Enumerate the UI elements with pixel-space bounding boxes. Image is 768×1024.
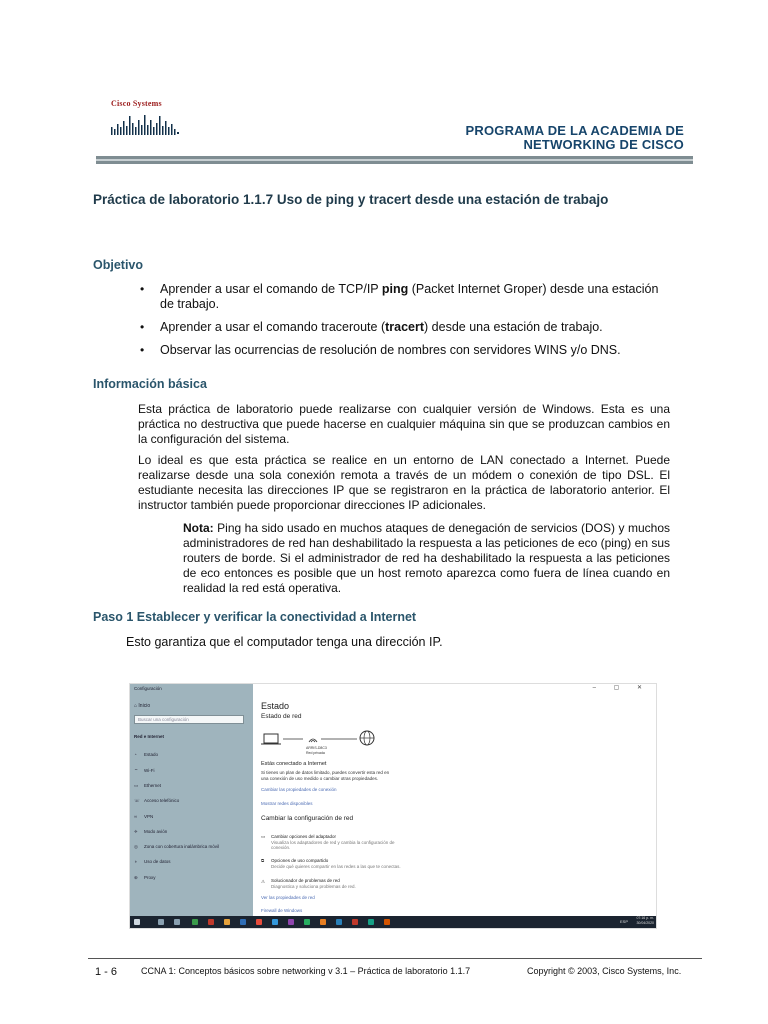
globe-icon: ⊕ xyxy=(134,875,138,880)
sidebar-item-proxy: ⊕ Proxy xyxy=(134,875,156,880)
header-title-line1: PROGRAMA DE LA ACADEMIA DE xyxy=(465,123,684,138)
wifi-icon: ⌔ xyxy=(134,768,139,773)
status-page-title: Estado xyxy=(261,701,290,711)
troubleshooter-title: Solucionador de problemas de red xyxy=(271,878,340,883)
network-status-subtitle: Estado de red xyxy=(261,713,302,720)
objetivo-heading: Objetivo xyxy=(93,258,144,272)
airplane-icon: ✈ xyxy=(134,829,138,834)
step1-text: Esto garantiza que el computador tenga una dirección IP. xyxy=(126,635,443,649)
info-heading: Información básica xyxy=(93,377,207,391)
sidebar-item-wifi: ⌔ Wi-Fi xyxy=(134,768,155,773)
firewall-link: Firewall de Windows xyxy=(261,908,303,913)
sharing-option-desc: Decide qué quieres compartir en las redes a las que te conectas. xyxy=(271,864,401,869)
academy-header-title xyxy=(466,124,685,152)
connected-desc-1: Si tienes un plan de datos limitado, puedes convertir esta red en xyxy=(261,770,390,775)
change-settings-heading: Cambiar la configuración de red xyxy=(261,815,354,822)
adapter-option-desc-1: Visualiza los adaptadores de red y cambia la configuración de xyxy=(271,840,395,845)
adapter-option-desc-2: conexión. xyxy=(271,845,291,850)
taskbar-clock: 07:16 p. m. 30/04/2020 xyxy=(636,916,654,925)
sidebar-item-home: ⌂ Inicio xyxy=(134,703,151,709)
sidebar-item-ethernet: ▭ Ethernet xyxy=(134,783,162,788)
window-controls: ‒ ▢ ✕ xyxy=(592,685,650,691)
footer-page-number: 1 - 6 xyxy=(95,966,118,978)
show-networks-link: Mostrar redes disponibles xyxy=(261,801,313,806)
sharing-icon: ⧉ xyxy=(261,858,265,863)
warning-icon: ⚠ xyxy=(261,879,266,884)
list-item: • Observar las ocurrencias de resolución de nombres con servidores WINS y/o DNS. xyxy=(140,343,660,358)
network-name: ARRIS-D8C3 xyxy=(306,746,327,750)
step1-heading: Paso 1 Establecer y verificar la conectividad a Internet xyxy=(93,610,417,624)
taskbar-language: ESP xyxy=(619,919,628,924)
troubleshooter-desc: Diagnostica y soluciona problemas de red. xyxy=(271,884,356,889)
status-icon: ◔ xyxy=(134,752,137,757)
connected-desc-2: una conexión de uso medido o cambiar otras propiedades. xyxy=(261,776,379,781)
adapter-option-title: Cambiar opciones del adaptador xyxy=(271,834,337,839)
sharing-option-title: Opciones de uso compartido xyxy=(271,858,329,863)
cisco-logo-bars xyxy=(110,113,180,137)
footer-rule xyxy=(88,958,702,959)
note-text: Ping ha sido usado en muchos ataques de denegación de servicios (DOS) y muchos administradores de red han deshabilitado la respuesta a las peticiones de eco (ping) en sus routers de borde. Si el administrador de red ha deshabilitado la respuesta a las peticiones de eco entonces es posible que un host remoto aparezca como fuera de línea cuando en realidad la red está operativa. xyxy=(183,521,670,595)
cisco-logo-text: Cisco Systems xyxy=(111,99,162,108)
settings-sidebar xyxy=(130,684,253,928)
footer-course-title: CCNA 1: Conceptos básicos sobre networking v 3.1 – Práctica de laboratorio 1.1.7 xyxy=(141,966,471,976)
objetivo-list xyxy=(140,282,660,366)
network-type: Red privada xyxy=(306,751,325,755)
sidebar-item-estado: ◔ Estado xyxy=(134,752,159,757)
vpn-icon: ∞ xyxy=(134,814,138,819)
phone-icon: ☏ xyxy=(134,798,140,803)
note-label: Nota: xyxy=(183,521,214,535)
sidebar-item-hotspot: ◎ Zona con cobertura inalámbrica móvil xyxy=(134,844,220,849)
list-item: • Aprender a usar el comando de TCP/IP ping (Packet Internet Groper) desde una estación de trabajo. xyxy=(140,282,660,312)
sidebar-item-airplane: ✈ Modo avión xyxy=(134,829,168,834)
sidebar-group-label: Red e Internet xyxy=(134,734,165,739)
hotspot-icon: ◎ xyxy=(134,844,138,849)
network-status-screenshot xyxy=(129,683,657,929)
home-icon: ⌂ xyxy=(134,703,139,709)
search-input: Buscar una configuración xyxy=(134,715,244,724)
adapter-icon: ▭ xyxy=(261,834,266,839)
note-paragraph xyxy=(183,521,670,596)
document-title: Práctica de laboratorio 1.1.7 Uso de ping y tracert desde una estación de trabajo xyxy=(93,192,609,207)
info-paragraph-2: Lo ideal es que esta práctica se realice en un entorno de LAN conectado a Internet. Puede realizarse desde una sola conexión remota a través de un módem o conexión de tipo DSL. El estudiante necesita las direcciones IP que se registraron en la práctica de laboratorio anterior. El instructor también puede proporcionar direcciones IP adicionales. xyxy=(138,453,670,512)
network-properties-link: Ver las propiedades de red xyxy=(261,895,315,900)
windows-taskbar xyxy=(130,916,656,928)
settings-app-title: Configuración xyxy=(134,686,162,691)
sidebar-item-dialup: ☏ Acceso telefónico xyxy=(134,798,180,803)
connected-status: Estás conectado a Internet xyxy=(261,761,327,767)
ethernet-icon: ▭ xyxy=(134,783,139,788)
sidebar-item-data-usage: ◑ Uso de datos xyxy=(134,859,171,864)
settings-main-panel xyxy=(261,684,651,914)
list-item: • Aprender a usar el comando traceroute (tracert) desde una estación de trabajo. xyxy=(140,320,660,335)
change-connection-link: Cambiar las propiedades de conexión xyxy=(261,787,337,792)
data-usage-icon: ◑ xyxy=(134,859,137,864)
header-title-line2: NETWORKING DE CISCO xyxy=(523,137,684,152)
sidebar-item-vpn: ∞ VPN xyxy=(134,814,154,819)
info-paragraph-1: Esta práctica de laboratorio puede realizarse con cualquier versión de Windows. Esta es una práctica no destructiva que puede hacerse en cualquier máquina sin que se produzcan cambios en la configuración del sistema. xyxy=(138,402,670,446)
header-rule xyxy=(96,156,693,164)
footer-copyright: Copyright © 2003, Cisco Systems, Inc. xyxy=(527,966,682,976)
